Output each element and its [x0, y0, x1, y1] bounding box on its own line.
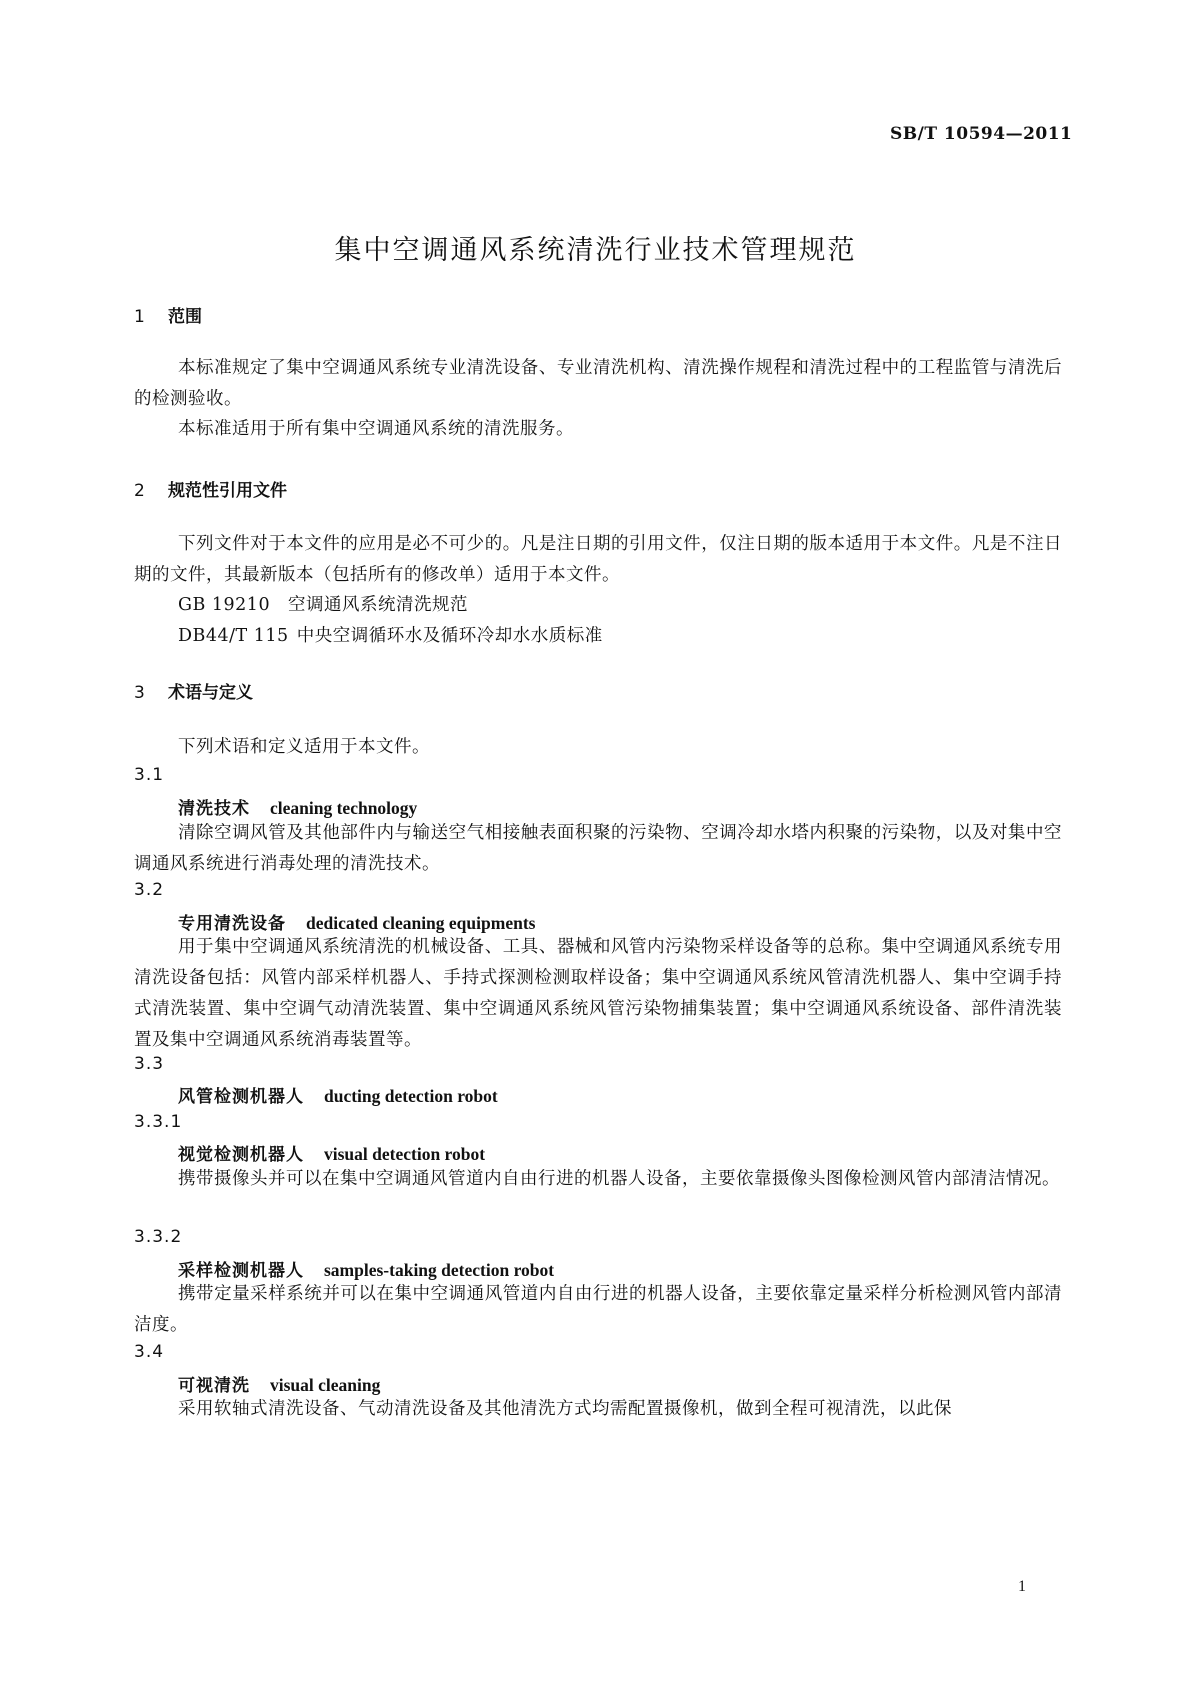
term-definition: 携带摄像头并可以在集中空调通风管道内自由行进的机器人设备，主要依靠摄像头图像检测风管内部清洁情况。 — [178, 1169, 1060, 1189]
clause-number: 3.3 — [134, 1054, 165, 1074]
term-chinese: 可视清洗 — [178, 1376, 250, 1396]
term-definition: 用于集中空调通风系统清洗的机械设备、工具、器械和风管内污染物采样设备等的总称。集中空调通风系统专用清洗设备包括：风管内部采样机器人、手持式探测检测取样设备；集中空调通风系统风管清洗机器人、集中空调手持式清洗装置、集中空调气动清洗装置、集中空调通风系统风管污染物捕集装置；集中空调通风系统设备、部件清洗装置及集中空调通风系统消毒装置等。 — [134, 937, 1062, 1050]
paragraph-scope-1: 本标准规定了集中空调通风系统专业清洗设备、专业清洗机构、清洗操作规程和清洗过程中的工程监管与清洗后的检测验收。 — [134, 358, 1062, 409]
term-heading — [178, 1140, 485, 1165]
section-number: 2 — [134, 481, 145, 501]
clause-number: 3.3.2 — [134, 1227, 183, 1247]
clause-number: 3.3.1 — [134, 1112, 183, 1132]
clause-number: 3.4 — [134, 1342, 165, 1362]
section-title: 术语与定义 — [168, 683, 253, 703]
paragraph-scope-2: 本标准适用于所有集中空调通风系统的清洗服务。 — [178, 419, 574, 439]
term-heading — [178, 1256, 554, 1281]
paragraph-terms-intro: 下列术语和定义适用于本文件。 — [178, 737, 430, 757]
clause-number: 3.2 — [134, 880, 165, 900]
term-heading — [178, 909, 535, 934]
reference-item — [178, 591, 468, 616]
reference-code: GB 19210 — [178, 595, 271, 615]
term-english: dedicated cleaning equipments — [306, 913, 536, 933]
reference-title: 中央空调循环水及循环冷却水水质标准 — [296, 626, 603, 646]
term-heading — [178, 1371, 380, 1396]
section-heading-normative-references — [134, 476, 287, 501]
term-definition: 采用软轴式清洗设备、气动清洗设备及其他清洗方式均需配置摄像机，做到全程可视清洗，以此保 — [178, 1399, 952, 1419]
section-number: 1 — [134, 307, 145, 327]
term-definition: 清除空调风管及其他部件内与输送空气相接触表面积聚的污染物、空调冷却水塔内积聚的污染物，以及对集中空调通风系统进行消毒处理的清洗技术。 — [134, 823, 1062, 874]
section-title: 范围 — [168, 307, 202, 327]
term-english: samples-taking detection robot — [324, 1260, 555, 1280]
standard-code: SB/T 10594—2011 — [890, 124, 1073, 144]
page-number: 1 — [1018, 1578, 1026, 1595]
term-chinese: 清洗技术 — [178, 799, 250, 819]
section-heading-terms — [134, 678, 253, 703]
term-heading — [178, 1082, 498, 1107]
section-title: 规范性引用文件 — [168, 481, 287, 501]
term-english: visual detection robot — [324, 1144, 486, 1164]
term-chinese: 风管检测机器人 — [178, 1087, 304, 1107]
section-number: 3 — [134, 683, 145, 703]
paragraph-references-intro: 下列文件对于本文件的应用是必不可少的。凡是注日期的引用文件，仅注日期的版本适用于本文件。凡是不注日期的文件，其最新版本（包括所有的修改单）适用于本文件。 — [134, 534, 1062, 585]
term-english: ducting detection robot — [324, 1086, 498, 1106]
term-chinese: 采样检测机器人 — [178, 1261, 304, 1281]
term-definition: 携带定量采样系统并可以在集中空调通风管道内自由行进的机器人设备，主要依靠定量采样分析检测风管内部清洁度。 — [134, 1284, 1062, 1335]
term-english: cleaning technology — [270, 798, 418, 818]
term-chinese: 专用清洗设备 — [178, 914, 286, 934]
reference-code: DB44/T 115 — [178, 626, 289, 646]
term-english: visual cleaning — [270, 1375, 381, 1395]
clause-number: 3.1 — [134, 765, 165, 785]
section-heading-scope — [134, 302, 202, 327]
term-chinese: 视觉检测机器人 — [178, 1145, 304, 1165]
term-heading — [178, 794, 417, 819]
document-title: 集中空调通风系统清洗行业技术管理规范 — [334, 235, 857, 266]
reference-title: 空调通风系统清洗规范 — [288, 595, 468, 615]
reference-item — [178, 622, 603, 647]
